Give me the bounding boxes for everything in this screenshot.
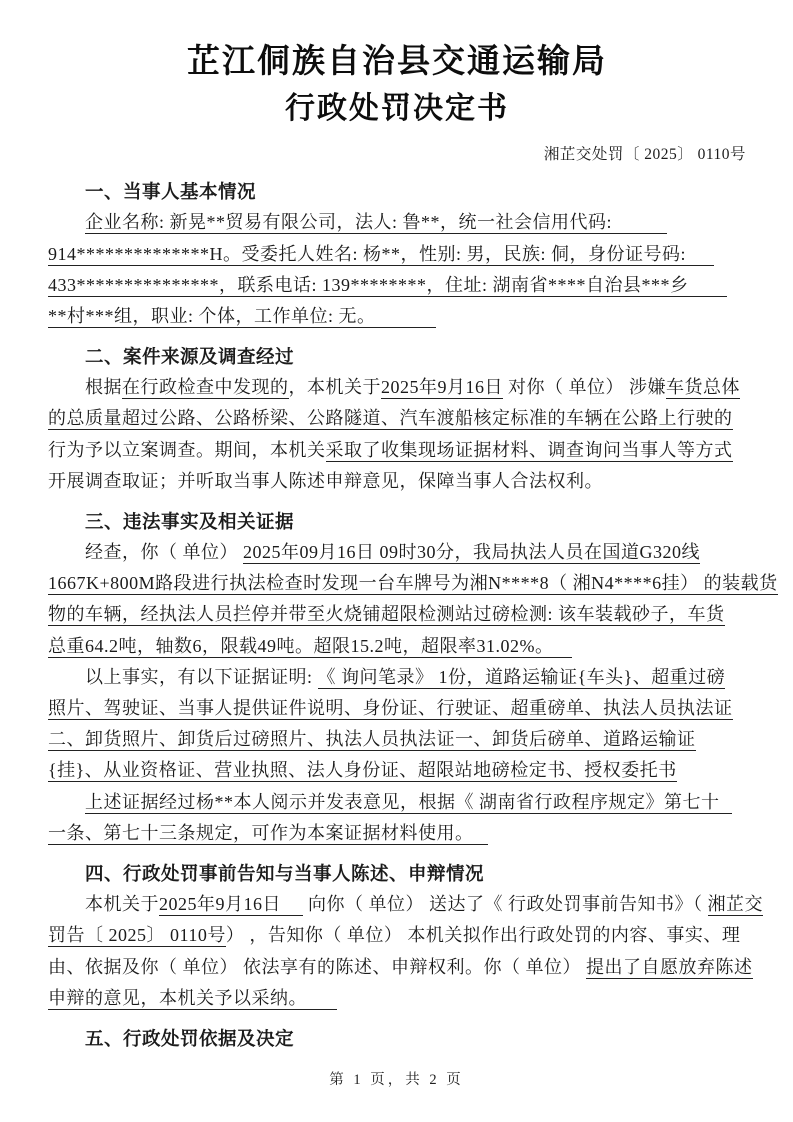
underlined-text: {挂}、从业资格证、营业执照、法人身份证、超限站地磅检定书、授权委托书 bbox=[48, 760, 677, 781]
text-segment: 本机关于 bbox=[85, 894, 159, 915]
text-segment: 对你（ 单位） 涉嫌 bbox=[503, 377, 666, 398]
underlined-text: 2025年9月16日 bbox=[381, 377, 503, 398]
underlined-text: 申辩的意见，本机关予以采纳。 bbox=[48, 988, 337, 1010]
text-line bbox=[48, 568, 778, 599]
underlined-text: 2025年9月16日 bbox=[159, 894, 303, 916]
text-line bbox=[48, 693, 746, 724]
underlined-text: 罚告〔 2025〕 0110号 bbox=[48, 925, 226, 946]
section-heading-2: 二、案件来源及调查经过 bbox=[85, 346, 295, 368]
text-line bbox=[48, 889, 763, 920]
document-number: 湘芷交处罚〔 2025〕 0110号 bbox=[543, 146, 746, 164]
text-line bbox=[48, 599, 746, 630]
page-footer: 第 1 页，共 2 页 bbox=[329, 1072, 464, 1088]
text-segment: 经查，你（ 单位） bbox=[85, 542, 243, 563]
underlined-text: 提出了自愿放弃陈述 bbox=[586, 956, 753, 977]
text-segment: 以上事实，有以下证据证明: bbox=[85, 666, 318, 687]
underlined-text: 1667K+800M路段进行执法检查时发现一台车牌号为湘N****8（ 湘N4****6挂） 的装载货 bbox=[48, 573, 778, 594]
text-segment: 行为予以立案调查。期间，本机关 bbox=[48, 439, 326, 460]
text-line bbox=[48, 787, 746, 818]
text-line bbox=[48, 270, 746, 301]
text-line bbox=[48, 435, 746, 466]
text-line bbox=[48, 301, 746, 332]
text-line bbox=[48, 372, 746, 403]
text-segment: ） ，告知你（ 单位） 本机关拟作出行政处罚的内容、事实、理 bbox=[225, 925, 741, 946]
text-segment: 根据 bbox=[85, 377, 122, 398]
text-line bbox=[48, 466, 746, 497]
underlined-text: 2025年09月16日 09时30分，我局执法人员在国道G320线 bbox=[243, 542, 700, 563]
underlined-text: 车货总体 bbox=[666, 377, 740, 398]
section-heading-4: 四、行政处罚事前告知与当事人陈述、申辩情况 bbox=[85, 863, 485, 885]
underlined-text: 二、卸货照片、卸货后过磅照片、执法人员执法证一、卸货后磅单、道路运输证 bbox=[48, 729, 696, 750]
text-line bbox=[48, 631, 746, 662]
underlined-text: 914**************H。受委托人姓名: 杨**，性别: 男，民族: 侗，身份证号码: bbox=[48, 244, 714, 266]
text-line bbox=[48, 239, 746, 270]
text-segment: 向你（ 单位） 送达了《 行政处罚事前告知书》（ bbox=[303, 894, 708, 915]
underlined-text: 采取了收集现场证据材料、调查询问当事人等方式 bbox=[325, 439, 733, 460]
underlined-text: 湘芷交 bbox=[707, 894, 763, 915]
underlined-text: 433***************，联系电话: 139********，住址: 湖南省****自治县***乡 bbox=[48, 275, 727, 297]
underlined-text: 《 询问笔录》 1份，道路运输证{车头}、超重过磅 bbox=[317, 666, 726, 687]
underlined-text: 在行政检查中发现的 bbox=[122, 377, 289, 398]
section-heading-1: 一、当事人基本情况 bbox=[85, 181, 257, 203]
text-line bbox=[48, 724, 746, 755]
text-line bbox=[48, 952, 753, 983]
text-line bbox=[48, 818, 746, 849]
text-segment: ，本机关于 bbox=[288, 377, 381, 398]
document-title-line1: 芷江侗族自治县交通运输局 bbox=[187, 44, 607, 80]
section-heading-3: 三、违法事实及相关证据 bbox=[85, 511, 295, 533]
text-segment: 由、依据及你（ 单位） 依法享有的陈述、申辩权利。你（ 单位） bbox=[48, 956, 586, 977]
underlined-text: 总重64.2吨，轴数6，限载49吨。超限15.2吨，超限率31.02%。 bbox=[48, 636, 572, 658]
text-line bbox=[48, 983, 746, 1014]
text-line bbox=[48, 920, 746, 951]
underlined-text: 的总质量超过公路、公路桥梁、公路隧道、汽车渡船核定标准的车辆在公路上行驶的 bbox=[48, 408, 733, 429]
document-body bbox=[48, 176, 778, 1053]
underlined-text: 企业名称: 新晃**贸易有限公司，法人: 鲁**，统一社会信用代码: bbox=[85, 212, 667, 234]
underlined-text: 照片、驾驶证、当事人提供证件说明、身份证、行驶证、超重磅单、执法人员执法证 bbox=[48, 698, 733, 719]
underlined-text: 上述证据经过杨**本人阅示并发表意见，根据《 湖南省行政程序规定》第七十 bbox=[85, 792, 732, 814]
underlined-text: 物的车辆，经执法人员拦停并带至火烧铺超限检测站过磅检测: 该车装载砂子，车货 bbox=[48, 604, 725, 625]
text-line bbox=[48, 207, 746, 238]
text-line bbox=[48, 755, 746, 786]
underlined-text: **村***组，职业: 个体，工作单位: 无。 bbox=[48, 306, 436, 328]
underlined-text: 一条、第七十三条规定，可作为本案证据材料使用。 bbox=[48, 823, 488, 845]
section-heading-5: 五、行政处罚依据及决定 bbox=[85, 1027, 295, 1049]
text-segment: 开展调查取证；并听取当事人陈述申辩意见，保障当事人合法权利。 bbox=[48, 470, 603, 491]
text-line bbox=[48, 403, 746, 434]
document-title-line2: 行政处罚决定书 bbox=[285, 91, 509, 125]
text-line bbox=[48, 662, 746, 693]
text-line bbox=[48, 537, 746, 568]
